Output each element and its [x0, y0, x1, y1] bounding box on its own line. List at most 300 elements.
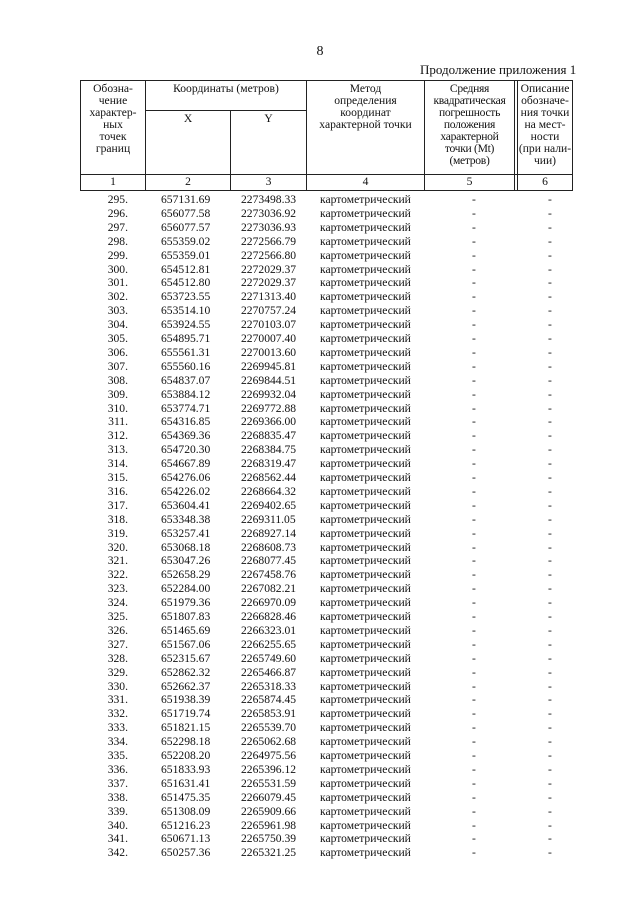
description: -: [548, 790, 552, 804]
point-number: 311.: [108, 415, 128, 429]
method: картометрический: [320, 471, 411, 484]
coord-y: 2268608.73: [241, 540, 297, 554]
page-number: 8: [316, 44, 324, 59]
coord-y: 2273036.92: [241, 206, 297, 220]
description: -: [548, 457, 552, 471]
method: картометрический: [320, 401, 411, 415]
method: картометрический: [320, 610, 411, 623]
coord-x: 653774.71: [161, 401, 211, 415]
error-value: -: [472, 582, 476, 596]
point-number: 308.: [107, 373, 128, 387]
table-row: [80, 415, 573, 429]
description: -: [548, 193, 552, 206]
method: картометрический: [320, 790, 411, 804]
error-value: -: [472, 498, 476, 512]
point-number: 296.: [107, 206, 128, 220]
error-value: -: [472, 345, 476, 359]
method: картометрический: [320, 832, 411, 846]
point-number: 309.: [107, 387, 128, 401]
point-number: 312.: [107, 429, 128, 443]
coord-x: 654226.02: [161, 484, 211, 498]
point-number: 300.: [107, 262, 128, 276]
coord-y: 2264975.56: [241, 749, 297, 762]
point-number: 327.: [107, 637, 128, 651]
coord-x: 652284.00: [161, 582, 211, 596]
point-number: 307.: [107, 359, 128, 373]
point-number: 336.: [107, 762, 128, 776]
table-row: [80, 596, 573, 610]
method: картометрический: [320, 318, 411, 332]
table-row: [80, 568, 573, 582]
point-number: 310.: [107, 401, 128, 415]
coord-x: 655560.16: [161, 359, 211, 373]
table-row: [80, 638, 573, 652]
description: -: [548, 749, 552, 762]
description: -: [548, 262, 552, 276]
coord-x: 653257.41: [161, 526, 211, 540]
method: картометрический: [320, 512, 411, 526]
table-row: [80, 499, 573, 513]
point-number: 337.: [107, 776, 128, 790]
method: картометрический: [320, 735, 411, 749]
coord-x: 651807.83: [161, 610, 211, 623]
point-number: 317.: [107, 498, 128, 512]
method: картометрический: [320, 387, 411, 401]
description: -: [548, 401, 552, 415]
header-description: Описание обозначе- ния точки на мест- ности (при нали- чии): [518, 82, 572, 167]
method: картометрический: [320, 679, 411, 693]
continuation-label: Продолжение приложения 1: [420, 62, 577, 77]
description: -: [548, 568, 552, 582]
table-row: [80, 541, 573, 555]
description: -: [548, 651, 552, 665]
point-number: 305.: [107, 332, 128, 345]
method: картометрический: [320, 762, 411, 776]
point-number: 323.: [107, 582, 128, 596]
error-value: -: [472, 373, 476, 387]
coord-y: 2272566.79: [241, 234, 297, 248]
point-number: 299.: [107, 248, 128, 262]
coord-x: 655359.02: [161, 234, 211, 248]
coord-y: 2265321.25: [241, 846, 297, 860]
method: картометрический: [320, 582, 411, 596]
coord-x: 652315.67: [161, 651, 211, 665]
coord-y: 2267458.76: [241, 568, 297, 582]
table-row: [80, 652, 573, 666]
coord-y: 2270757.24: [241, 304, 297, 318]
method: картометрический: [320, 651, 411, 665]
description: -: [548, 332, 552, 345]
coord-x: 652662.37: [161, 679, 211, 693]
description: -: [548, 832, 552, 846]
method: картометрический: [320, 359, 411, 373]
point-number: 325.: [107, 610, 128, 623]
error-value: -: [472, 596, 476, 610]
table-row: [80, 304, 573, 318]
method: картометрический: [320, 332, 411, 345]
method: картометрический: [320, 846, 411, 860]
point-number: 328.: [107, 651, 128, 665]
table-row: [80, 402, 573, 416]
point-number: 303.: [107, 304, 128, 318]
method: картометрический: [320, 623, 411, 637]
description: -: [548, 290, 552, 304]
point-number: 339.: [107, 804, 128, 818]
table-row: [80, 485, 573, 499]
coord-x: 653884.12: [161, 387, 211, 401]
method: картометрический: [320, 345, 411, 359]
method: картометрический: [320, 526, 411, 540]
column-number-6: 6: [542, 175, 548, 188]
method: картометрический: [320, 818, 411, 832]
coord-x: 651719.74: [161, 707, 211, 721]
table-row: [80, 805, 573, 819]
coord-x: 654316.85: [161, 415, 211, 429]
column-number-5: 5: [466, 175, 473, 188]
table-row: [80, 221, 573, 235]
method: картометрический: [320, 304, 411, 318]
error-value: -: [472, 790, 476, 804]
description: -: [548, 582, 552, 596]
coord-y: 2265318.33: [241, 679, 297, 693]
table-row: [80, 513, 573, 527]
coord-y: 2266079.45: [241, 790, 297, 804]
point-number: 301.: [107, 276, 128, 290]
column-number-2: 2: [185, 175, 191, 188]
error-value: -: [472, 832, 476, 846]
error-value: -: [472, 707, 476, 721]
coord-y: 2268927.14: [241, 526, 297, 540]
coord-x: 652298.18: [161, 735, 211, 749]
point-number: 302.: [107, 290, 128, 304]
method: картометрический: [320, 554, 411, 568]
table-row: [80, 360, 573, 374]
coord-x: 652208.20: [161, 749, 211, 762]
description: -: [548, 596, 552, 610]
coord-y: 2268835.47: [241, 429, 297, 443]
table-row: [80, 527, 573, 541]
coord-y: 2269311.05: [241, 512, 296, 526]
error-value: -: [472, 693, 476, 707]
coord-y: 2270013.60: [241, 345, 297, 359]
header-y: Y: [264, 112, 273, 125]
coord-y: 2265961.98: [241, 818, 297, 832]
error-value: -: [472, 415, 476, 429]
error-value: -: [472, 776, 476, 790]
point-number: 298.: [107, 234, 128, 248]
description: -: [548, 415, 552, 429]
coord-y: 2270103.07: [241, 318, 297, 332]
coord-x: 654720.30: [161, 443, 211, 457]
coord-x: 651938.39: [161, 693, 211, 707]
method: картометрический: [320, 443, 411, 457]
error-value: -: [472, 318, 476, 332]
description: -: [548, 679, 552, 693]
point-number: 319.: [107, 526, 128, 540]
table-row: [80, 207, 573, 221]
error-value: -: [472, 443, 476, 457]
point-number: 306.: [107, 345, 128, 359]
coord-y: 2265466.87: [241, 665, 297, 679]
description: -: [548, 610, 552, 623]
table-row: [80, 610, 573, 624]
description: -: [548, 220, 552, 234]
coord-y: 2273036.93: [241, 220, 297, 234]
table-row: [80, 443, 573, 457]
coord-x: 651465.69: [161, 623, 211, 637]
point-number: 318.: [107, 512, 128, 526]
column-number-1: 1: [110, 175, 116, 188]
point-number: 331.: [107, 693, 128, 707]
table-row: [80, 374, 573, 388]
description: -: [548, 776, 552, 790]
coord-x: 657131.69: [161, 193, 211, 206]
error-value: -: [472, 554, 476, 568]
error-value: -: [472, 332, 476, 345]
coord-x: 654276.06: [161, 471, 211, 484]
coord-x: 652658.29: [161, 568, 211, 582]
point-number: 330.: [107, 679, 128, 693]
description: -: [548, 846, 552, 860]
description: -: [548, 234, 552, 248]
point-number: 313.: [107, 443, 128, 457]
coord-y: 2266255.65: [241, 637, 297, 651]
table-row: [80, 693, 573, 707]
error-value: -: [472, 651, 476, 665]
description: -: [548, 735, 552, 749]
method: картометрический: [320, 248, 411, 262]
table-row: [80, 290, 573, 304]
description: -: [548, 359, 552, 373]
error-value: -: [472, 540, 476, 554]
coord-y: 2268319.47: [241, 457, 297, 471]
coord-x: 653068.18: [161, 540, 211, 554]
coord-y: 2266323.01: [241, 623, 297, 637]
method: картометрический: [320, 693, 411, 707]
point-number: 304.: [107, 318, 128, 332]
coord-y: 2270007.40: [241, 332, 297, 345]
error-value: -: [472, 484, 476, 498]
method: картометрический: [320, 276, 411, 290]
description: -: [548, 387, 552, 401]
description: -: [548, 484, 552, 498]
header-method: Метод определения координат характерной точки: [319, 82, 412, 131]
table-row: [80, 819, 573, 833]
description: -: [548, 707, 552, 721]
coord-x: 651821.15: [161, 721, 211, 735]
error-value: -: [472, 387, 476, 401]
table-row: [80, 249, 573, 263]
error-value: -: [472, 359, 476, 373]
coord-y: 2266970.09: [241, 596, 297, 610]
error-value: -: [472, 429, 476, 443]
point-number: 332.: [107, 707, 128, 721]
coord-y: 2265531.59: [241, 776, 297, 790]
coord-x: 651979.36: [161, 596, 211, 610]
coord-y: 2265909.66: [241, 804, 297, 818]
description: -: [548, 721, 552, 735]
table-row: [80, 429, 573, 443]
table-row: [80, 763, 573, 777]
description: -: [548, 345, 552, 359]
method: картометрический: [320, 568, 411, 582]
coord-x: 651631.41: [161, 776, 211, 790]
method: картометрический: [320, 498, 411, 512]
table-row: [80, 346, 573, 360]
table-row: [80, 554, 573, 568]
coord-x: 654667.89: [161, 457, 211, 471]
method: картометрический: [320, 415, 411, 429]
description: -: [548, 526, 552, 540]
point-number: 320.: [107, 540, 128, 554]
description: -: [548, 693, 552, 707]
table-row: [80, 832, 573, 846]
description: -: [548, 248, 552, 262]
coord-y: 2268664.32: [241, 484, 297, 498]
header-point-designation: Обозна- чение характер- ных точек границ: [89, 82, 137, 155]
point-number: 314.: [107, 457, 128, 471]
table-row: [80, 791, 573, 805]
error-value: -: [472, 234, 476, 248]
method: картометрический: [320, 721, 411, 735]
error-value: -: [472, 276, 476, 290]
error-value: -: [472, 637, 476, 651]
table-row: [80, 388, 573, 402]
coord-y: 2265539.70: [241, 721, 297, 735]
error-value: -: [472, 526, 476, 540]
coord-x: 653604.41: [161, 498, 211, 512]
coord-y: 2265874.45: [241, 693, 297, 707]
coord-y: 2269772.88: [241, 401, 297, 415]
coord-x: 653924.55: [161, 318, 211, 332]
method: картометрический: [320, 262, 411, 276]
error-value: -: [472, 623, 476, 637]
coord-x: 651475.35: [161, 790, 211, 804]
point-number: 315.: [107, 471, 128, 484]
coord-x: 654512.80: [161, 276, 211, 290]
header-x: X: [183, 112, 193, 125]
error-value: -: [472, 512, 476, 526]
method: картометрический: [320, 429, 411, 443]
header-coordinates: Координаты (метров): [173, 82, 279, 95]
table-row: [80, 235, 573, 249]
point-number: 297.: [107, 220, 128, 234]
error-value: -: [472, 679, 476, 693]
table-row: [80, 471, 573, 485]
coord-x: 650671.13: [161, 832, 211, 846]
description: -: [548, 818, 552, 832]
coord-y: 2272029.37: [241, 276, 297, 290]
coord-y: 2265749.60: [241, 651, 297, 665]
error-value: -: [472, 206, 476, 220]
coord-y: 2269844.51: [241, 373, 297, 387]
error-value: -: [472, 665, 476, 679]
coord-y: 2268384.75: [241, 443, 297, 457]
method: картометрический: [320, 206, 411, 220]
table-row: [80, 777, 573, 791]
point-number: 321.: [107, 554, 128, 568]
error-value: -: [472, 457, 476, 471]
point-number: 316.: [107, 484, 128, 498]
coord-y: 2269402.65: [241, 498, 297, 512]
coord-x: 651216.23: [161, 818, 211, 832]
error-value: -: [472, 471, 476, 484]
method: картометрический: [320, 540, 411, 554]
coord-y: 2269945.81: [241, 359, 297, 373]
description: -: [548, 471, 552, 484]
method: картометрический: [320, 665, 411, 679]
coord-x: 655561.31: [161, 345, 211, 359]
method: картометрический: [320, 484, 411, 498]
method: картометрический: [320, 373, 411, 387]
point-number: 324.: [107, 596, 128, 610]
description: -: [548, 206, 552, 220]
table-row: [80, 276, 573, 290]
table-header: [80, 80, 573, 191]
column-number-4: 4: [362, 175, 369, 188]
description: -: [548, 512, 552, 526]
coord-x: 656077.57: [161, 220, 211, 234]
method: картометрический: [320, 234, 411, 248]
point-number: 335.: [107, 749, 128, 762]
point-number: 334.: [107, 735, 128, 749]
error-value: -: [472, 762, 476, 776]
coord-y: 2265062.68: [241, 735, 297, 749]
description: -: [548, 637, 552, 651]
coord-x: 650257.36: [161, 846, 211, 860]
coord-y: 2269932.04: [241, 387, 297, 401]
error-value: -: [472, 304, 476, 318]
table-row: [80, 624, 573, 638]
description: -: [548, 373, 552, 387]
table-row: [80, 749, 573, 763]
coord-y: 2269366.00: [241, 415, 297, 429]
point-number: 340.: [107, 818, 128, 832]
description: -: [548, 443, 552, 457]
table-row: [80, 707, 573, 721]
coord-x: 652862.32: [161, 665, 211, 679]
point-number: 341.: [107, 832, 128, 846]
table-row: [80, 263, 573, 277]
coord-y: 2268562.44: [241, 471, 297, 484]
error-value: -: [472, 290, 476, 304]
coord-x: 653348.38: [161, 512, 211, 526]
error-value: -: [472, 193, 476, 206]
description: -: [548, 304, 552, 318]
header-error: Средняя квадратическая погрешность положения характерной точки (Mt) (метров): [433, 82, 506, 167]
method: картометрический: [320, 290, 411, 304]
coord-x: 656077.58: [161, 206, 211, 220]
point-number: 338.: [107, 790, 128, 804]
description: -: [548, 498, 552, 512]
method: картометрический: [320, 596, 411, 610]
point-number: 295.: [107, 193, 128, 206]
coord-y: 2267082.21: [241, 582, 297, 596]
coord-y: 2265750.39: [241, 832, 297, 846]
coord-y: 2266828.46: [241, 610, 297, 623]
coord-x: 651833.93: [161, 762, 211, 776]
error-value: -: [472, 846, 476, 860]
method: картометрический: [320, 220, 411, 234]
coord-x: 654837.07: [161, 373, 211, 387]
table-row: [80, 846, 573, 860]
column-number-3: 3: [265, 175, 272, 188]
table-row: [80, 193, 573, 207]
description: -: [548, 318, 552, 332]
description: -: [548, 276, 552, 290]
table-row: [80, 666, 573, 680]
table-row: [80, 721, 573, 735]
